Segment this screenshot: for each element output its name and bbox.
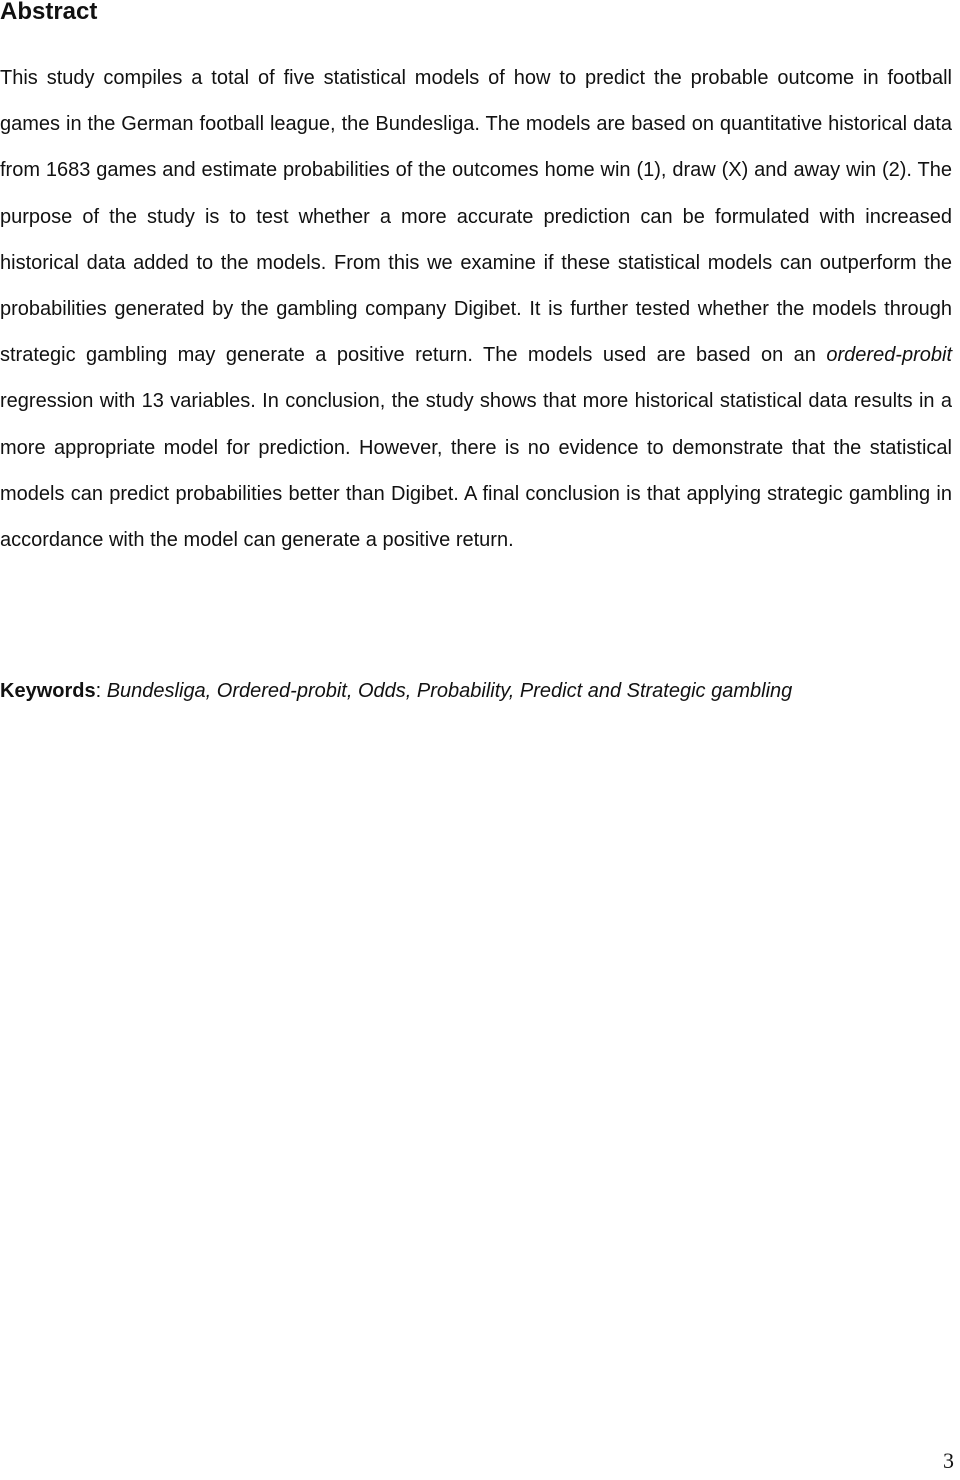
page-number: 3: [943, 1448, 954, 1473]
abstract-italic-term: ordered-probit: [826, 344, 952, 367]
abstract-text-part-2: regression with 13 variables. In conclusion, the study shows that more historical statistical data results in a more appropriate model for prediction. However, there is no evidence to demonstrate that the statistical models can predict probabilities better than Digibet. A final conclusion is that applying strategic gambling in accordance with the model can generate a positive return.: [0, 390, 952, 552]
keywords-separator: :: [95, 680, 107, 702]
keywords-label: Keywords: [0, 680, 96, 702]
keywords-values: Bundesliga, Ordered-probit, Odds, Probability, Predict and Strategic gambling: [106, 680, 793, 702]
abstract-paragraph: [0, 55, 952, 563]
keywords-line: [0, 676, 952, 706]
abstract-heading: Abstract: [0, 0, 98, 25]
abstract-text-part-1: This study compiles a total of five statistical models of how to predict the probable outcome in football games in the German football league, the Bundesliga. The models are based on quantitative historical data from 1683 games and estimate probabilities of the outcomes home win (1), draw (X) and away win (2). The purpose of the study is to test whether a more accurate prediction can be formulated with increased historical data added to the models. From this we examine if these statistical models can outperform the probabilities generated by the gambling company Digibet. It is further tested whether the models through strategic gambling may generate a positive return. The models used are based on an: [0, 67, 952, 367]
